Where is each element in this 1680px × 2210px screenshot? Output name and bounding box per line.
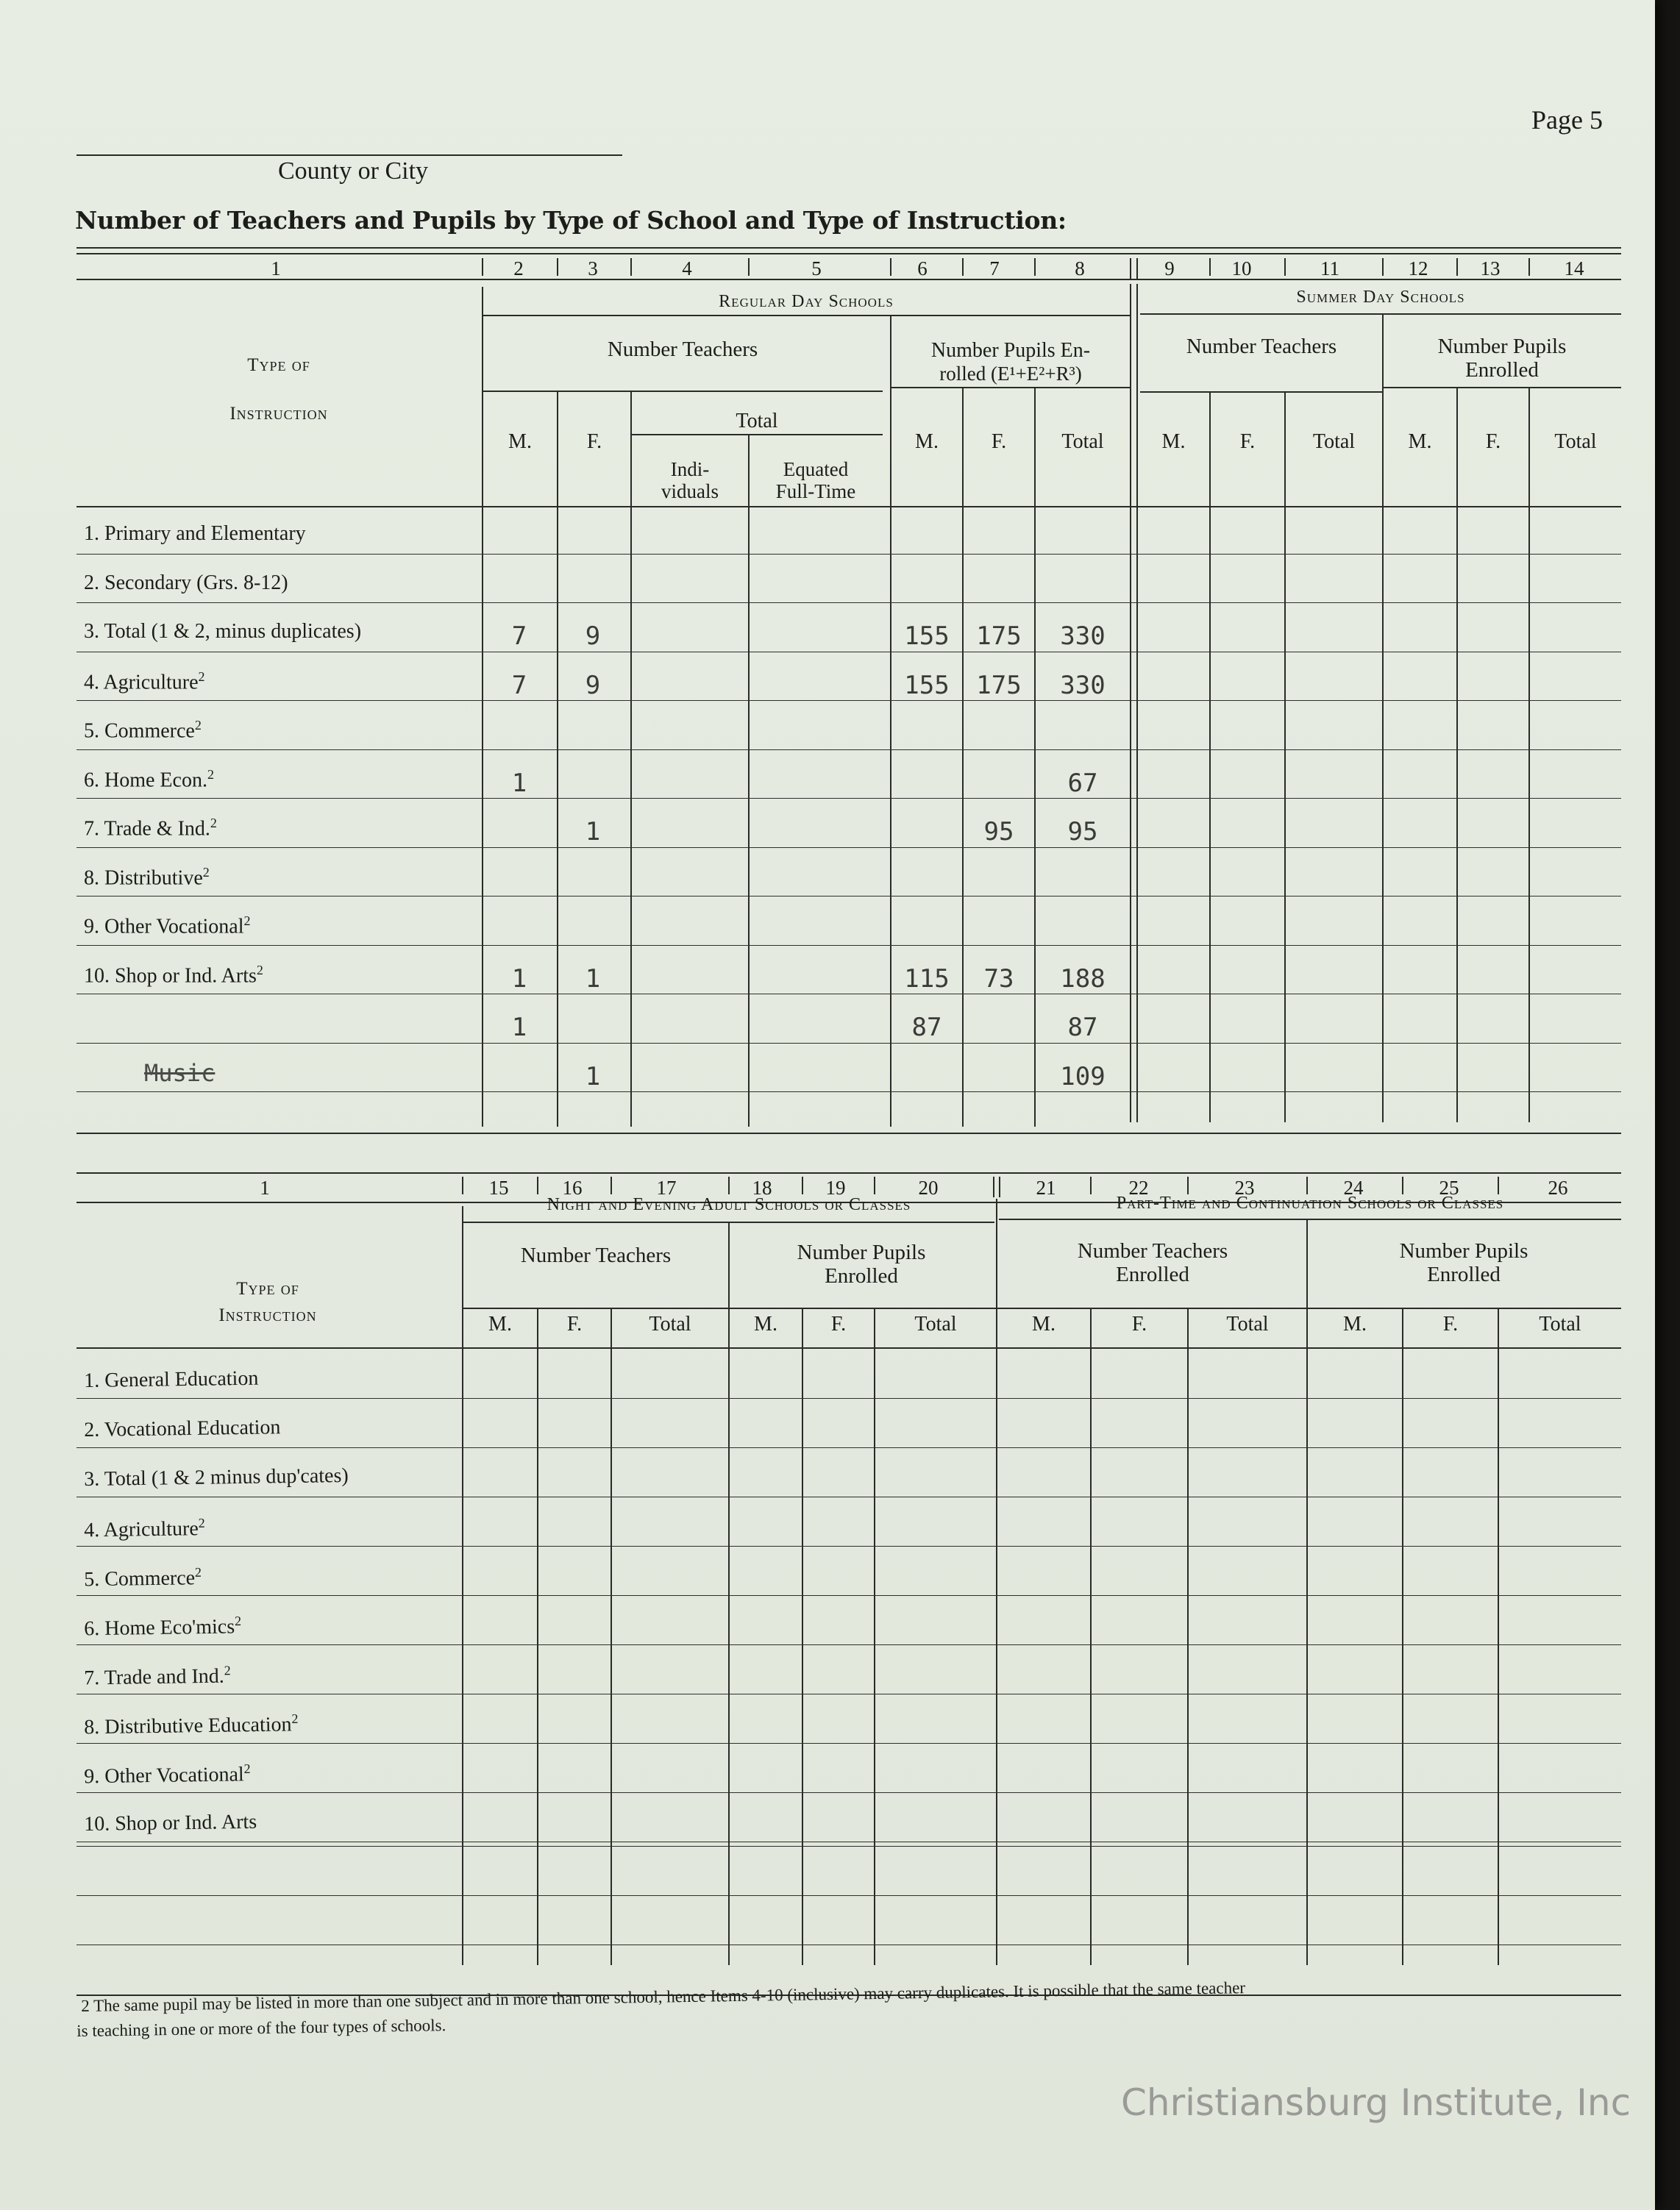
row-label-text: 1. General Education [84,1366,259,1392]
cell-value-c7: 95 [983,817,1014,846]
column-number-tick [890,258,891,276]
equated-1: Equated [783,458,849,480]
row-rule [76,1043,1621,1044]
column-number: 20 [918,1177,939,1199]
mf-header: F. [1131,1313,1147,1336]
col-line [1187,1308,1189,1965]
col-line [1284,391,1286,1122]
mf-header: Total [1061,430,1104,453]
column-number-tick [611,1177,612,1194]
column-number-tick [1382,258,1384,276]
row-label [84,1416,281,1442]
column-number-tick [557,258,558,276]
row-label-text: 2. Secondary (Grs. 8-12) [84,571,288,594]
cell-value-c2: 1 [511,1013,527,1042]
rule [76,253,1621,254]
summer-number-pupils-2: Enrolled [1465,358,1539,382]
row-label [84,963,263,988]
row-label [84,1464,349,1491]
column-number: 1 [271,257,281,279]
cell-value-c6: 115 [904,963,950,994]
column-number-tick [1498,1177,1499,1194]
cell-value-c3: 9 [585,621,601,651]
footnote-ref: 2 [202,864,210,880]
column-number: 13 [1480,257,1501,279]
row-label-text: 9. Other Vocational [84,915,244,938]
footnote-line-1: 2 The same pupil may be listed in more than one subject and in more than one school, hence Items 4-10 (inclusive) may carry duplicates. It is possible that the same teacher [81,1978,1246,2015]
summer-number-pupils-1: Number Pupils [1437,335,1567,358]
column-number-tick [1402,1177,1403,1194]
footnote-ref: 2 [243,1761,251,1776]
column-number: 9 [1164,257,1175,279]
row-label-text: 3. Total (1 & 2 minus dup'cates) [84,1464,349,1491]
col-line [874,1308,875,1965]
mf-header: Total [649,1313,691,1336]
footnote-line-2: is teaching in one or more of the four types of schools. [76,2016,446,2040]
footnote-ref: 2 [243,913,251,928]
row-label [84,767,214,792]
row-label-text: 4. Agriculture [84,670,199,694]
cell-value-c7: 175 [976,670,1022,700]
column-number-tick [1209,258,1211,276]
rule [463,1308,1621,1309]
row-rule [76,1895,1621,1896]
column-number-tick [802,1177,803,1194]
row-label [84,620,361,644]
row-label-typed: Music [144,1058,216,1087]
cell-value-c6: 155 [904,621,950,651]
cell-value-c3: 9 [585,670,601,700]
mf-header: M. [754,1313,777,1336]
footnote-ref: 2 [234,1614,242,1629]
footnote-ref: 2 [198,669,205,684]
mf-header: F. [991,430,1007,453]
regular-day-schools-header: Regular Day Schools [719,292,894,311]
row-rule [76,554,1621,555]
main-title: Number of Teachers and Pupils by Type of School and Type of Instruction: [75,206,1067,235]
rule [631,434,883,435]
night-evening-header: Night and Evening Adult Schools or Classes [547,1195,911,1214]
mf-header: F. [586,430,602,453]
row-rule [76,896,1621,897]
rule [999,1219,1621,1220]
cell-value-c2: 7 [511,621,527,651]
footnote-ref: 2 [194,1564,202,1580]
row-label [84,571,288,595]
cell-value-c8: 87 [1067,1013,1098,1042]
col-line [1090,1308,1092,1965]
column-number: 2 [513,257,524,279]
col-line [728,1222,730,1965]
column-number: 15 [488,1177,509,1199]
row-label-text: 1. Primary and Elementary [84,522,306,545]
individuals-1: Indi- [670,458,710,480]
cell-value-c8: 109 [1060,1061,1106,1091]
rule [76,1347,1621,1349]
col-line [1209,391,1211,1122]
rule [891,387,1130,388]
column-number-tick [1284,258,1286,276]
mf-header: Total [1312,430,1356,453]
night-number-pupils-1: Number Pupils [797,1241,926,1264]
type-of-label: Type of [247,355,310,375]
row-label [84,1516,205,1543]
rule [1383,387,1621,388]
mf-header: M. [488,1313,512,1336]
column-number-tick [993,1177,994,1197]
col-line [462,1206,463,1965]
pt-number-pupils-1: Number Pupils [1399,1239,1528,1263]
mf-header: F. [566,1313,583,1336]
column-number: 26 [1548,1177,1568,1199]
row-rule [76,1846,1621,1847]
column-number: 21 [1036,1177,1056,1199]
row-label-text: 10. Shop or Ind. Arts [84,963,257,987]
row-label [84,1711,299,1739]
column-number: 3 [588,257,598,279]
rule [76,1172,1621,1174]
row-label [84,865,210,890]
row-label-text: 5. Commerce [84,719,195,743]
row-label-text: 10. Shop or Ind. Arts [84,1810,257,1836]
row-label-text: 5. Commerce [84,1566,196,1591]
row-rule [76,1398,1621,1399]
column-number: 8 [1075,257,1085,279]
col-line [1136,284,1138,1122]
county-label: County or City [278,157,429,185]
column-number-tick [1130,258,1131,279]
cell-value-c8: 330 [1060,670,1106,700]
number-pupils-header-2: rolled (E¹+E²+R³) [939,363,1082,385]
row-label-text: 9. Other Vocational [84,1763,244,1789]
cell-value-c2: 1 [511,768,527,798]
rule [76,1133,1621,1134]
column-number-tick [1187,1177,1189,1194]
pt-number-teachers-1: Number Teachers [1077,1239,1228,1263]
row-rule [76,602,1621,603]
row-label-text: 4. Agriculture [84,1517,199,1542]
cell-value-c2: 7 [511,670,527,700]
column-number: 24 [1343,1177,1364,1199]
mf-header: F. [1442,1313,1459,1336]
col-line [890,316,891,1127]
footnote-ref: 2 [210,816,217,830]
footnote-ref: 2 [291,1711,299,1727]
column-number: 1 [260,1177,270,1199]
row-rule [76,1546,1621,1547]
cell-value-c3: 1 [585,1061,601,1091]
footnote-ref: 2 [198,1515,205,1530]
row-label [84,1367,259,1393]
column-number-tick [1306,1177,1308,1194]
cell-value-c8: 188 [1060,963,1106,994]
individuals-2: viduals [661,480,719,502]
mf-header: M. [1032,1313,1056,1336]
summer-number-teachers: Number Teachers [1186,335,1337,358]
col-line [1456,387,1458,1122]
column-number: 5 [811,257,822,279]
column-number-tick [1090,1177,1092,1194]
column-number: 25 [1439,1177,1459,1199]
column-number: 7 [989,257,1000,279]
row-label-text: 7. Trade and Ind. [84,1664,224,1690]
row-label [84,1565,202,1592]
mf-header: M. [1408,430,1432,453]
mf-header: F. [1239,430,1256,453]
pt-number-pupils-2: Enrolled [1427,1263,1501,1286]
rule [483,315,1130,316]
row-label [84,1614,241,1641]
col-line [611,1308,612,1965]
row-label [84,522,306,546]
row-label [84,669,205,694]
row-label-text: 6. Home Econ. [84,768,207,791]
col-line [1528,387,1530,1122]
row-rule [76,1091,1621,1092]
cell-value-c2: 1 [511,963,527,994]
mf-header: M. [508,430,532,453]
column-number: 23 [1234,1177,1255,1199]
rule [1140,391,1383,393]
column-number-tick [748,258,750,276]
column-number-tick [537,1177,538,1194]
instruction-label-2: Instruction [218,1305,317,1325]
row-rule [76,1743,1621,1744]
col-line [1130,284,1131,1122]
number-pupils-header-1: Number Pupils En- [930,339,1091,362]
cell-value-c3: 1 [585,817,601,846]
col-line [802,1308,803,1965]
row-rule [76,749,1621,750]
number-teachers-header: Number Teachers [607,338,758,361]
row-label [84,1761,251,1789]
column-number: 11 [1320,257,1339,279]
column-number-tick [1456,258,1458,276]
col-line [1402,1308,1403,1965]
footnote-ref: 2 [224,1663,231,1678]
column-number: 17 [656,1177,677,1199]
row-rule [76,1447,1621,1448]
part-time-header: Part-Time and Continuation Schools or Classes [1116,1194,1504,1213]
mf-header: Total [1226,1313,1269,1336]
column-number: 16 [562,1177,583,1199]
page-number: Page 5 [1531,105,1603,135]
rule [76,247,1621,249]
rule [1140,313,1621,315]
row-label [84,913,250,938]
cell-value-c7: 175 [976,621,1022,651]
column-number-tick [962,258,964,276]
col-line [1034,387,1036,1127]
mf-header: M. [1343,1313,1367,1336]
rule [483,391,883,392]
column-number-tick [482,258,483,276]
cell-value-c8: 95 [1067,817,1098,846]
column-number-tick [1034,258,1036,276]
watermark: Christiansburg Institute, Inc [1121,2081,1631,2124]
row-rule [76,945,1621,946]
row-rule [76,1792,1621,1793]
cell-value-c6: 155 [904,670,950,700]
night-number-pupils-2: Enrolled [825,1264,898,1288]
column-number: 10 [1231,257,1252,279]
col-line [996,1199,997,1965]
row-label-text: 8. Distributive Education [84,1713,292,1739]
col-line [482,287,483,1127]
cell-value-c8: 330 [1060,621,1106,651]
column-number-tick [1528,258,1530,276]
cell-value-c6: 87 [911,1013,942,1042]
col-line [1498,1308,1499,1965]
row-rule [76,1644,1621,1645]
row-rule [76,798,1621,799]
footnote-ref: 2 [207,766,214,782]
row-rule [76,847,1621,848]
mf-header: M. [915,430,939,453]
column-number: 12 [1408,257,1428,279]
column-number: 19 [825,1177,846,1199]
col-line [630,391,632,1127]
type-of-label-2: Type of [236,1279,299,1299]
col-line [748,434,750,1127]
cell-value-c3: 1 [585,963,601,994]
mf-header: F. [1485,430,1501,453]
footnote-ref: 2 [194,718,202,732]
cell-value-c8: 67 [1067,768,1098,798]
pt-number-teachers-2: Enrolled [1116,1263,1189,1286]
county-line [76,154,622,156]
row-label [84,1663,231,1690]
cell-value-c7: 73 [983,963,1014,994]
row-label-text: 8. Distributive [84,866,203,889]
mf-header: Total [1554,430,1597,453]
mf-header: F. [830,1313,847,1336]
column-number-tick [1136,258,1138,279]
column-number-tick [462,1177,463,1194]
column-number: 4 [682,257,692,279]
row-rule [76,1595,1621,1596]
col-line [1382,313,1384,1122]
mf-header: M. [1161,430,1186,453]
rule [76,506,1621,507]
row-label-text: 2. Vocational Education [84,1416,281,1441]
col-line [1306,1219,1308,1965]
row-label-text: 7. Trade & Ind. [84,817,210,841]
column-number: 6 [917,257,928,279]
row-label [84,816,217,841]
equated-2: Full-Time [775,480,856,502]
column-number: 22 [1128,1177,1149,1199]
column-number-tick [874,1177,875,1194]
row-label [84,718,202,743]
row-label-text: 3. Total (1 & 2, minus duplicates) [84,620,362,643]
column-number-tick [728,1177,730,1194]
column-number: 18 [752,1177,772,1199]
total-header: Total [736,410,778,432]
row-rule [76,700,1621,701]
night-number-teachers: Number Teachers [520,1244,672,1267]
instruction-label: Instruction [229,404,328,424]
row-label [84,1811,257,1836]
footnote-ref: 2 [256,962,263,977]
summer-day-schools-header: Summer Day Schools [1296,288,1465,307]
row-label-text: 6. Home Eco'mics [84,1615,235,1641]
column-number: 14 [1564,257,1584,279]
column-number-tick [630,258,632,276]
mf-header: Total [1539,1313,1581,1336]
mf-header: Total [914,1313,957,1336]
col-line [537,1308,538,1965]
